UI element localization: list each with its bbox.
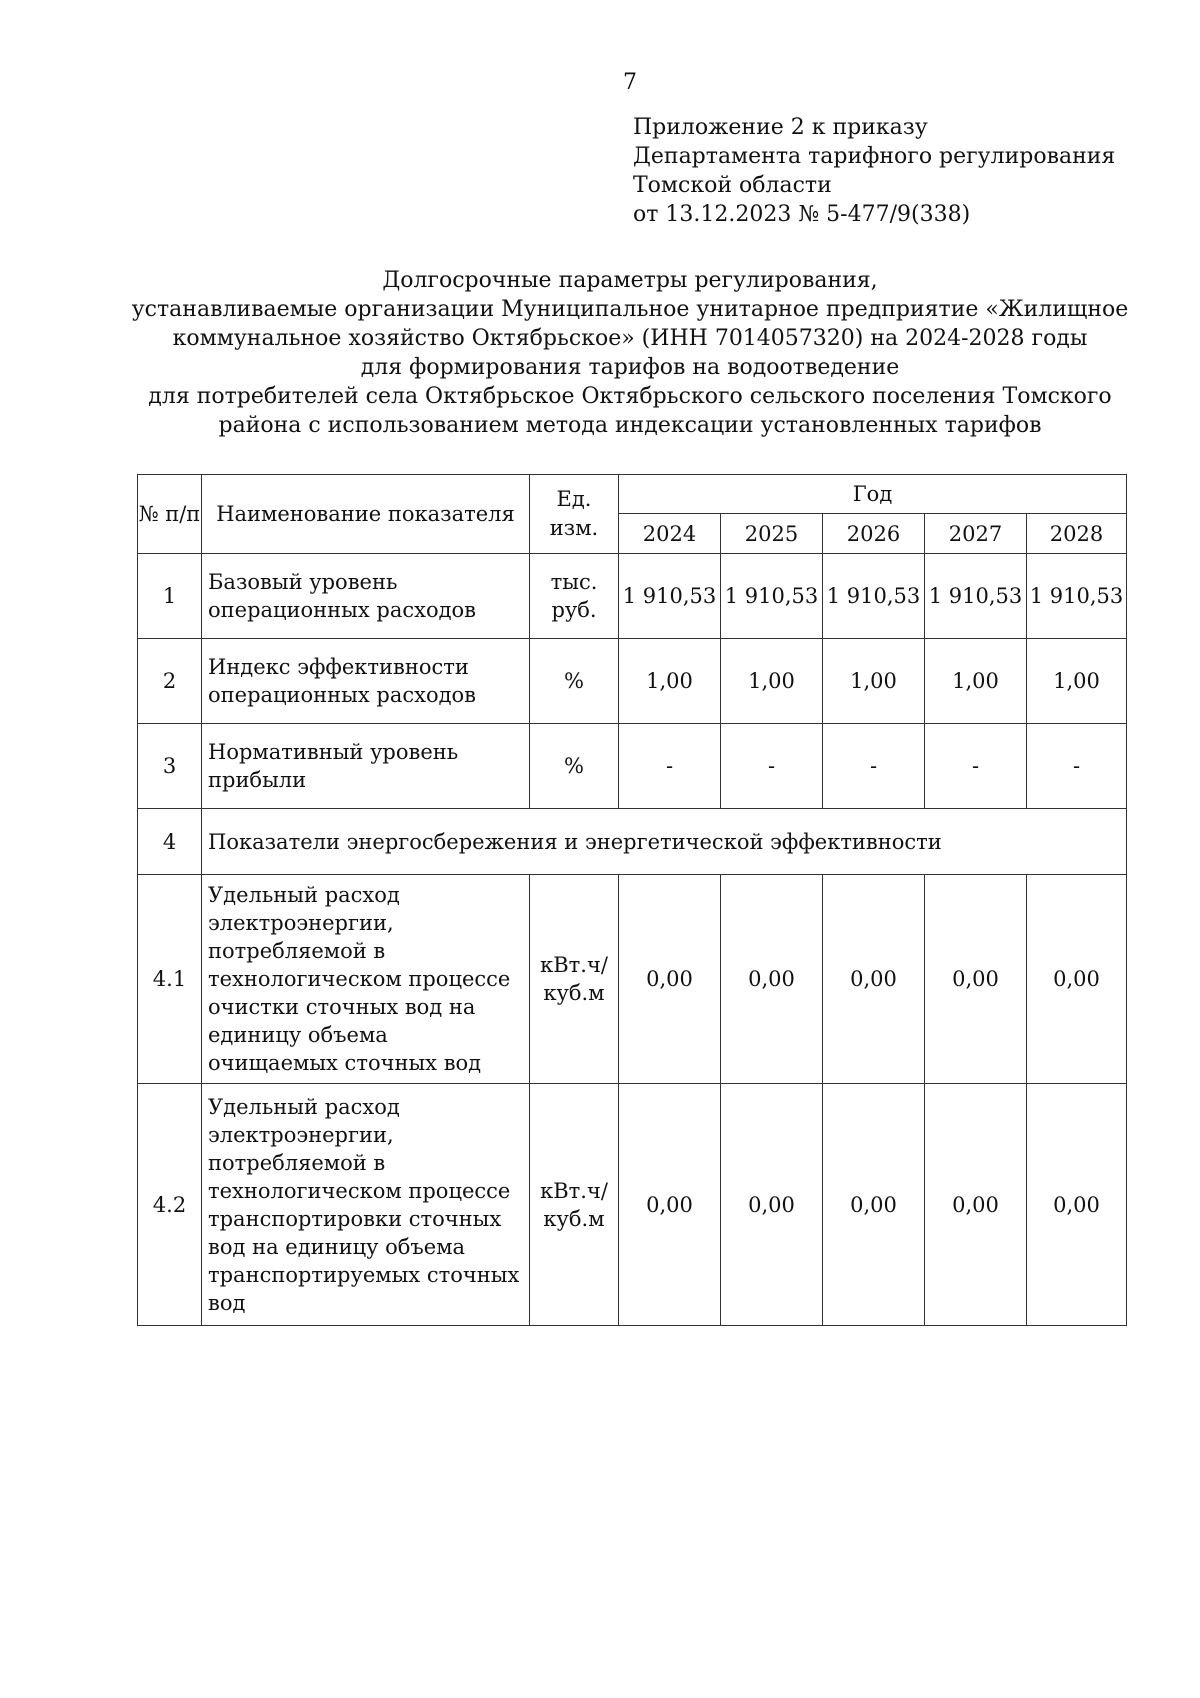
title-line: устанавливаемые организации Муниципальное унитарное предприятие «Жилищное [131, 297, 1129, 322]
page-number: 7 [623, 70, 637, 95]
row-value: 1 910,53 [721, 554, 823, 639]
table-header-row [138, 475, 1127, 514]
table-row [138, 639, 1127, 724]
header-unit: Ед. изм. [530, 475, 619, 554]
header-year: 2024 [619, 514, 721, 554]
row-value: 1 910,53 [925, 554, 1027, 639]
row-unit: тыс. руб. [530, 554, 619, 639]
row-num: 1 [138, 554, 202, 639]
row-value: 0,00 [925, 1084, 1027, 1326]
header-name: Наименование показателя [202, 475, 530, 554]
title-line: для потребителей села Октябрьское Октябрьского сельского поселения Томского [148, 384, 1112, 409]
row-value: 0,00 [1027, 875, 1127, 1084]
row-value: - [823, 724, 925, 809]
row-name: Индекс эффективности операционных расходов [202, 639, 530, 724]
header-year: 2028 [1027, 514, 1127, 554]
row-value: 1 910,53 [1027, 554, 1127, 639]
header-year: 2025 [721, 514, 823, 554]
appendix-header [633, 113, 1115, 229]
row-value: - [1027, 724, 1127, 809]
row-value: 0,00 [619, 875, 721, 1084]
row-name: Нормативный уровень прибыли [202, 724, 530, 809]
row-name: Базовый уровень операционных расходов [202, 554, 530, 639]
header-year: 2027 [925, 514, 1027, 554]
row-value: - [721, 724, 823, 809]
appendix-line: Департамента тарифного регулирования [633, 144, 1116, 169]
row-value: 0,00 [1027, 1084, 1127, 1326]
row-value: 1,00 [1027, 639, 1127, 724]
table-row [138, 1084, 1127, 1326]
row-num: 3 [138, 724, 202, 809]
row-value: 0,00 [721, 1084, 823, 1326]
row-num: 4.1 [138, 875, 202, 1084]
title-line: коммунальное хозяйство Октябрьское» (ИНН 7014057320) на 2024-2028 годы [172, 326, 1088, 351]
row-value: 1 910,53 [619, 554, 721, 639]
row-name: Удельный расход электроэнергии, потребляемой в технологическом процессе транспортировки сточных вод на единицу объема транспортируемых сточных вод [202, 1084, 530, 1326]
row-value: 1 910,53 [823, 554, 925, 639]
row-value: 0,00 [823, 875, 925, 1084]
row-value: - [925, 724, 1027, 809]
row-value: 1,00 [823, 639, 925, 724]
row-value: 1,00 [925, 639, 1027, 724]
row-num: 2 [138, 639, 202, 724]
document-title [130, 266, 1130, 440]
title-line: для формирования тарифов на водоотведение [360, 355, 900, 380]
appendix-line: Томской области [633, 173, 832, 198]
row-name: Удельный расход электроэнергии, потребляемой в технологическом процессе очистки сточных вод на единицу объема очищаемых сточных вод [202, 875, 530, 1084]
row-value: 0,00 [619, 1084, 721, 1326]
row-num: 4.2 [138, 1084, 202, 1326]
row-unit: кВт.ч/ куб.м [530, 875, 619, 1084]
row-num: 4 [138, 809, 202, 875]
table-row [138, 724, 1127, 809]
row-value: - [619, 724, 721, 809]
row-value: 0,00 [925, 875, 1027, 1084]
row-unit: % [530, 639, 619, 724]
table-section-row [138, 809, 1127, 875]
row-unit: кВт.ч/ куб.м [530, 1084, 619, 1326]
row-value: 1,00 [721, 639, 823, 724]
parameters-table [137, 474, 1127, 1326]
header-num: № п/п [138, 475, 202, 554]
row-value: 0,00 [721, 875, 823, 1084]
header-year: 2026 [823, 514, 925, 554]
appendix-line: Приложение 2 к приказу [633, 115, 928, 140]
title-line: района с использованием метода индексации установленных тарифов [218, 413, 1042, 438]
row-value: 1,00 [619, 639, 721, 724]
row-value: 0,00 [823, 1084, 925, 1326]
title-line: Долгосрочные параметры регулирования, [382, 268, 878, 293]
row-unit: % [530, 724, 619, 809]
table-row [138, 554, 1127, 639]
section-name: Показатели энергосбережения и энергетической эффективности [202, 809, 1127, 875]
table-row [138, 875, 1127, 1084]
header-year-group: Год [619, 475, 1127, 514]
appendix-line: от 13.12.2023 № 5-477/9(338) [633, 202, 971, 227]
